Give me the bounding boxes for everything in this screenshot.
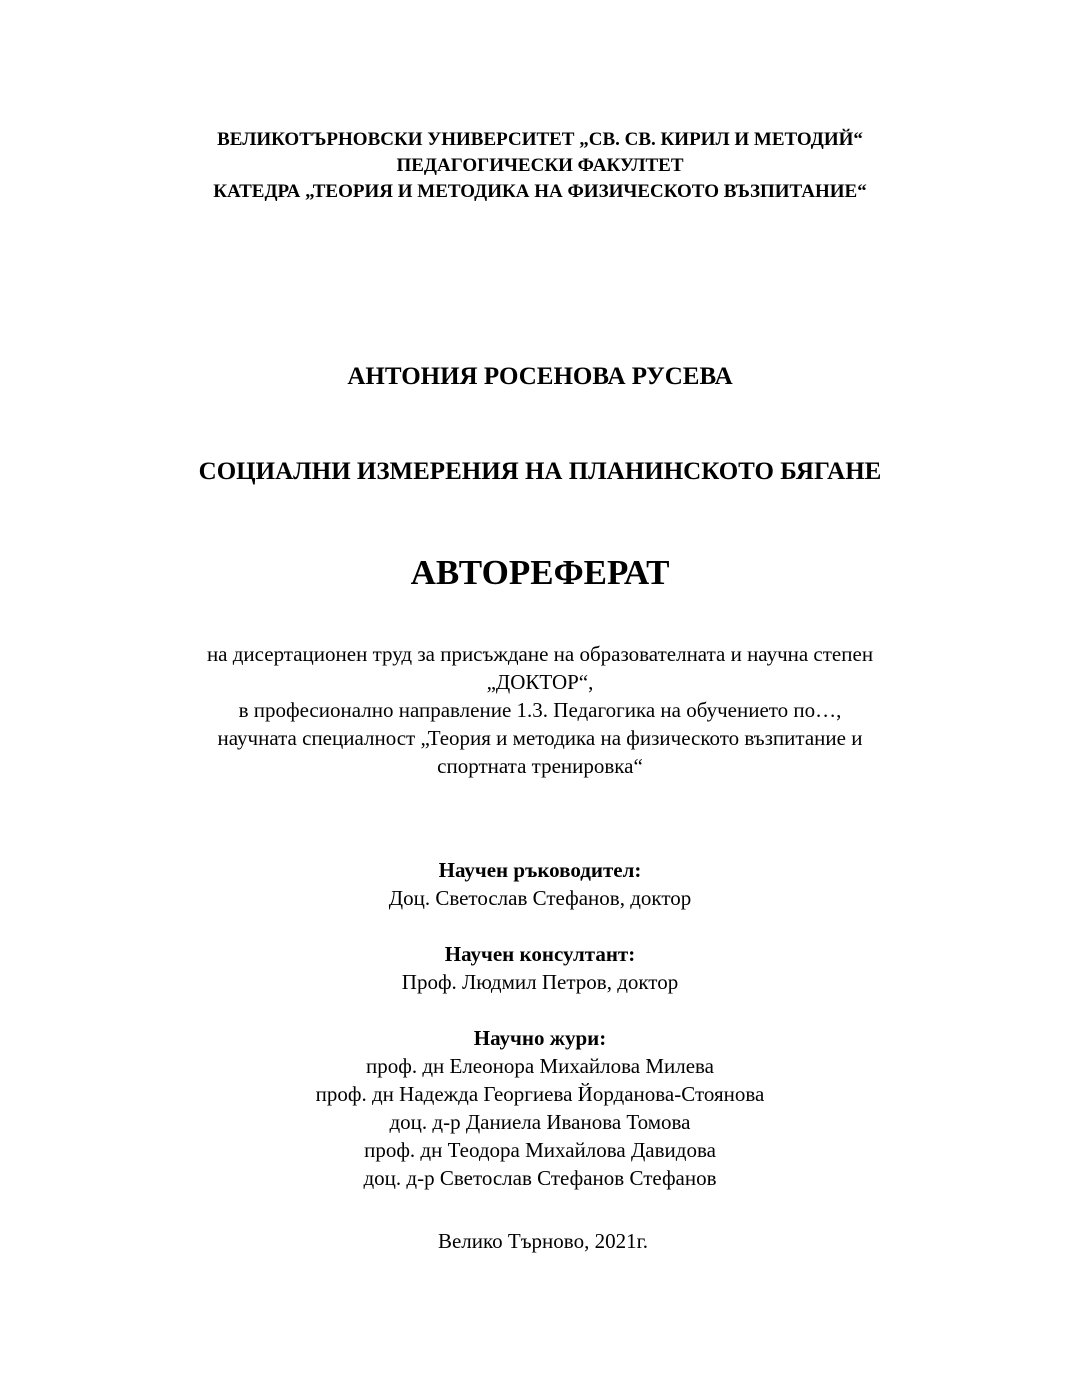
description-line: в професионално направление 1.3. Педагогика на обучението по…, bbox=[238, 698, 842, 722]
description-line: спортната тренировка“ bbox=[437, 754, 643, 778]
jury-member: проф. дн Елеонора Михайлова Милева bbox=[365, 1054, 714, 1078]
description-line: на дисертационен труд за присъждане на образователната и научна степен bbox=[206, 642, 874, 666]
supervisor-name: Доц. Светослав Стефанов, доктор bbox=[388, 886, 692, 910]
consultant-label: Научен консултант: bbox=[444, 942, 636, 966]
faculty-name: ПЕДАГОГИЧЕСКИ ФАКУЛТЕТ bbox=[396, 155, 684, 176]
description-line: научната специалност „Теория и методика на физическото възпитание и bbox=[217, 726, 863, 750]
author-name: АНТОНИЯ РОСЕНОВА РУСЕВА bbox=[347, 363, 733, 390]
university-name: ВЕЛИКОТЪРНОВСКИ УНИВЕРСИТЕТ „СВ. СВ. КИРИЛ И МЕТОДИЙ“ bbox=[217, 129, 863, 150]
description-line: „ДОКТОР“, bbox=[486, 670, 594, 694]
document-type-heading: АВТОРЕФЕРАТ bbox=[410, 553, 670, 592]
spacer bbox=[0, 912, 1080, 940]
committee-section bbox=[0, 856, 1080, 1192]
dissertation-description bbox=[0, 640, 1080, 780]
jury-member: проф. дн Надежда Георгиева Йорданова-Стоянова bbox=[315, 1082, 765, 1106]
institution-header bbox=[0, 127, 1080, 205]
dissertation-title: СОЦИАЛНИ ИЗМЕРЕНИЯ НА ПЛАНИНСКОТО БЯГАНЕ bbox=[198, 458, 882, 485]
jury-label: Научно жури: bbox=[473, 1026, 607, 1050]
consultant-name: Проф. Людмил Петров, доктор bbox=[401, 970, 679, 994]
place-and-date: Велико Търново, 2021г. bbox=[437, 1229, 649, 1253]
jury-member: доц. д-р Даниела Иванова Томова bbox=[389, 1110, 691, 1134]
spacer bbox=[0, 996, 1080, 1024]
supervisor-label: Научен ръководител: bbox=[438, 858, 642, 882]
department-name: КАТЕДРА „ТЕОРИЯ И МЕТОДИКА НА ФИЗИЧЕСКОТО ВЪЗПИТАНИЕ“ bbox=[213, 181, 867, 202]
jury-member: проф. дн Теодора Михайлова Давидова bbox=[364, 1138, 716, 1162]
jury-member: доц. д-р Светослав Стефанов Стефанов bbox=[363, 1166, 717, 1190]
